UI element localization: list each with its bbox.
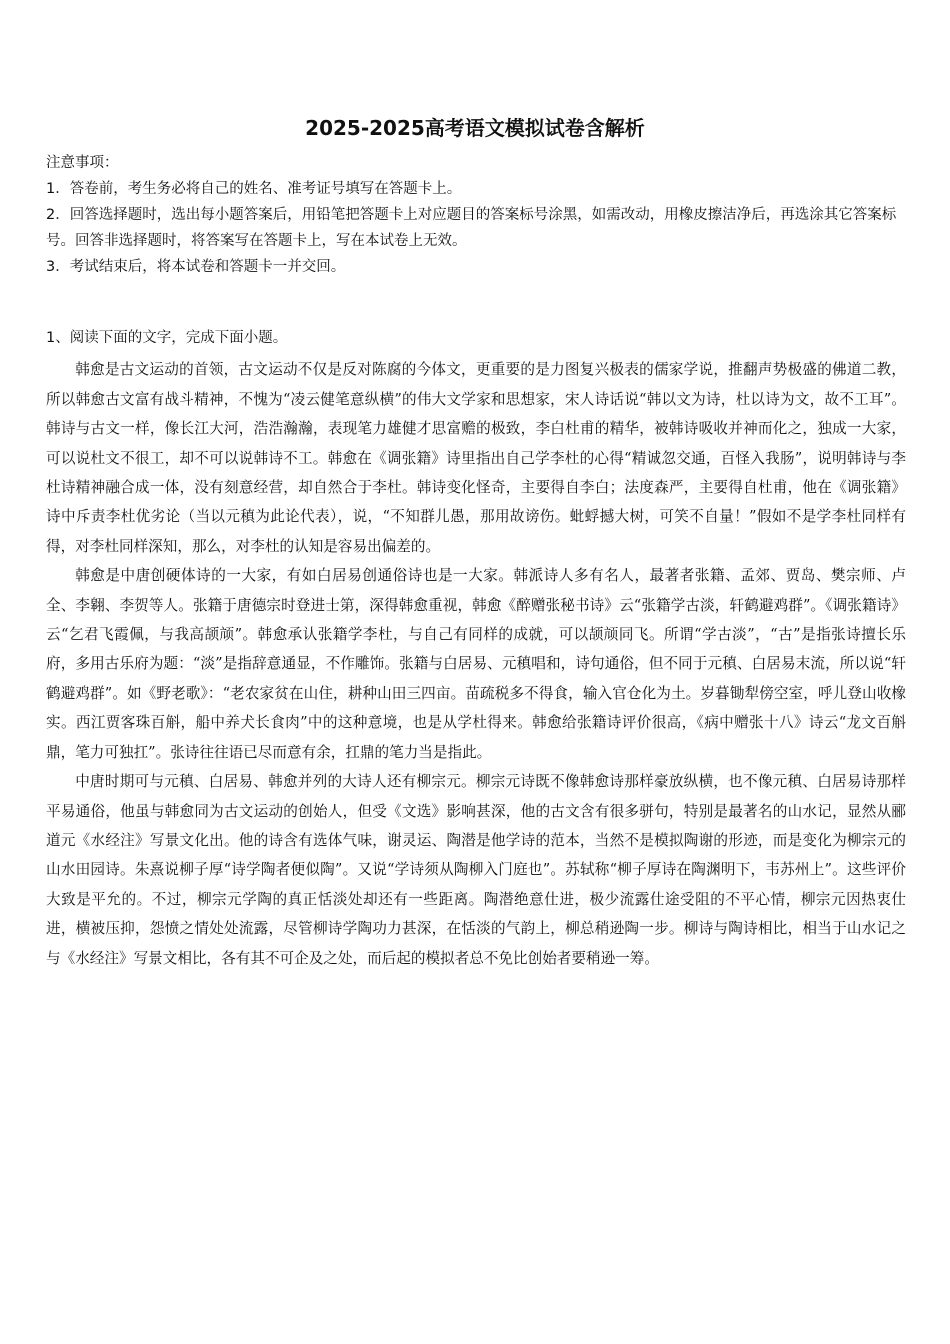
- notice-item-2: 2．回答选择题时，选出每小题答案后，用铅笔把答题卡上对应题目的答案标号涂黑，如需改动，用橡皮擦洁净后，再选涂其它答案标号。回答非选择题时，将答案写在答题卡上，写在本试卷上无效。: [46, 207, 897, 249]
- passage-paragraph-3: 中唐时期可与元稹、白居易、韩愈并列的大诗人还有柳宗元。柳宗元诗既不像韩愈诗那样豪放纵横，也不像元稹、白居易诗那样平易通俗，他虽与韩愈同为古文运动的创始人，但受《文选》影响甚深，他的古文含有很多骈句，特别是最著名的山水记，显然从郦道元《水经注》写景文化出。他的诗含有选体气味，谢灵运、陶潜是他学诗的范本，当然不是模拟陶谢的形迹，而是变化为柳宗元的山水田园诗。朱熹说柳子厚“诗学陶者便似陶”。又说“学诗须从陶柳入门庭也”。苏轼称“柳子厚诗在陶渊明下，韦苏州上”。这些评价大致是平允的。不过，柳宗元学陶的真正恬淡处却还有一些距离。陶潜绝意仕进，极少流露仕途受阻的不平心情，柳宗元因热衷仕进，横被压抑，怨愤之情处处流露，尽管柳诗学陶功力甚深，在恬淡的气韵上，柳总稍逊陶一步。柳诗与陶诗相比，相当于山水记之与《水经注》写景文相比，各有其不可企及之处，而后起的模拟者总不免比创始者要稍逊一筹。: [46, 773, 906, 967]
- notice-item-3: 3．考试结束后，将本试卷和答题卡一并交回。: [46, 259, 346, 275]
- question-section: [46, 324, 906, 973]
- notice-item-1: 1．答卷前，考生务必将自己的姓名、准考证号填写在答题卡上。: [46, 181, 462, 197]
- question-header: 1、阅读下面的文字，完成下面小题。: [46, 330, 288, 346]
- notice-heading: 注意事项：: [46, 155, 119, 171]
- passage-paragraph-1: 韩愈是古文运动的首领，古文运动不仅是反对陈腐的今体文，更重要的是力图复兴极表的儒家学说，推翻声势极盛的佛道二教，所以韩愈古文富有战斗精神，不愧为“凌云健笔意纵横”的伟大文学家和思想家，宋人诗话说“韩以文为诗，杜以诗为文，故不工耳”。韩诗与古文一样，像长江大河，浩浩瀚瀚，表现笔力雄健才思富赡的极致，李白杜甫的精华，被韩诗吸收并神而化之，独成一大家，可以说杜文不很工，却不可以说韩诗不工。韩愈在《调张籍》诗里指出自己学李杜的心得“精诚忽交通，百怪入我肠”，说明韩诗与李杜诗精神融合成一体，没有刻意经营，却自然合于李杜。韩诗变化怪奇，主要得自李白；法度森严，主要得自杜甫，他在《调张籍》诗中斥责李杜优劣论（当以元稹为此论代表），说，“不知群儿愚，那用故谤伤。蚍蜉撼大树，可笑不自量！”假如不是学李杜同样有得，对李杜同样深知，那么，对李杜的认知是容易出偏差的。: [46, 361, 906, 555]
- document-title: 2025-2025高考语文模拟试卷含解析: [305, 116, 645, 140]
- passage-paragraph-2: 韩愈是中唐创硬体诗的一大家，有如白居易创通俗诗也是一大家。韩派诗人多有名人，最著者张籍、孟郊、贾岛、樊宗师、卢全、李翱、李贺等人。张籍于唐德宗时登进士第，深得韩愈重视，韩愈《醉赠张秘书诗》云“张籍学古淡，轩鹤避鸡群”。《调张籍诗》云“乞君飞霞佩，与我高颉颃”。韩愈承认张籍学李杜，与自己有同样的成就，可以颉颃同飞。所谓“学古淡”，“古”是指张诗擅长乐府，多用古乐府为题：“淡”是指辞意通显，不作雕饰。张籍与白居易、元稹唱和，诗句通俗，但不同于元稹、白居易末流，所以说“轩鹤避鸡群”。如《野老歌》：“老农家贫在山住，耕种山田三四亩。苗疏税多不得食，输入官仓化为土。岁暮锄犁傍空室，呼儿登山收橡实。西江贾客珠百斛，船中养犬长食肉”中的这种意境，也是从学杜得来。韩愈给张籍诗评价很高，《病中赠张十八》诗云“龙文百斛鼎，笔力可独扛”。张诗往往语已尽而意有余，扛鼎的笔力当是指此。: [46, 567, 906, 761]
- notice-section: [46, 150, 906, 280]
